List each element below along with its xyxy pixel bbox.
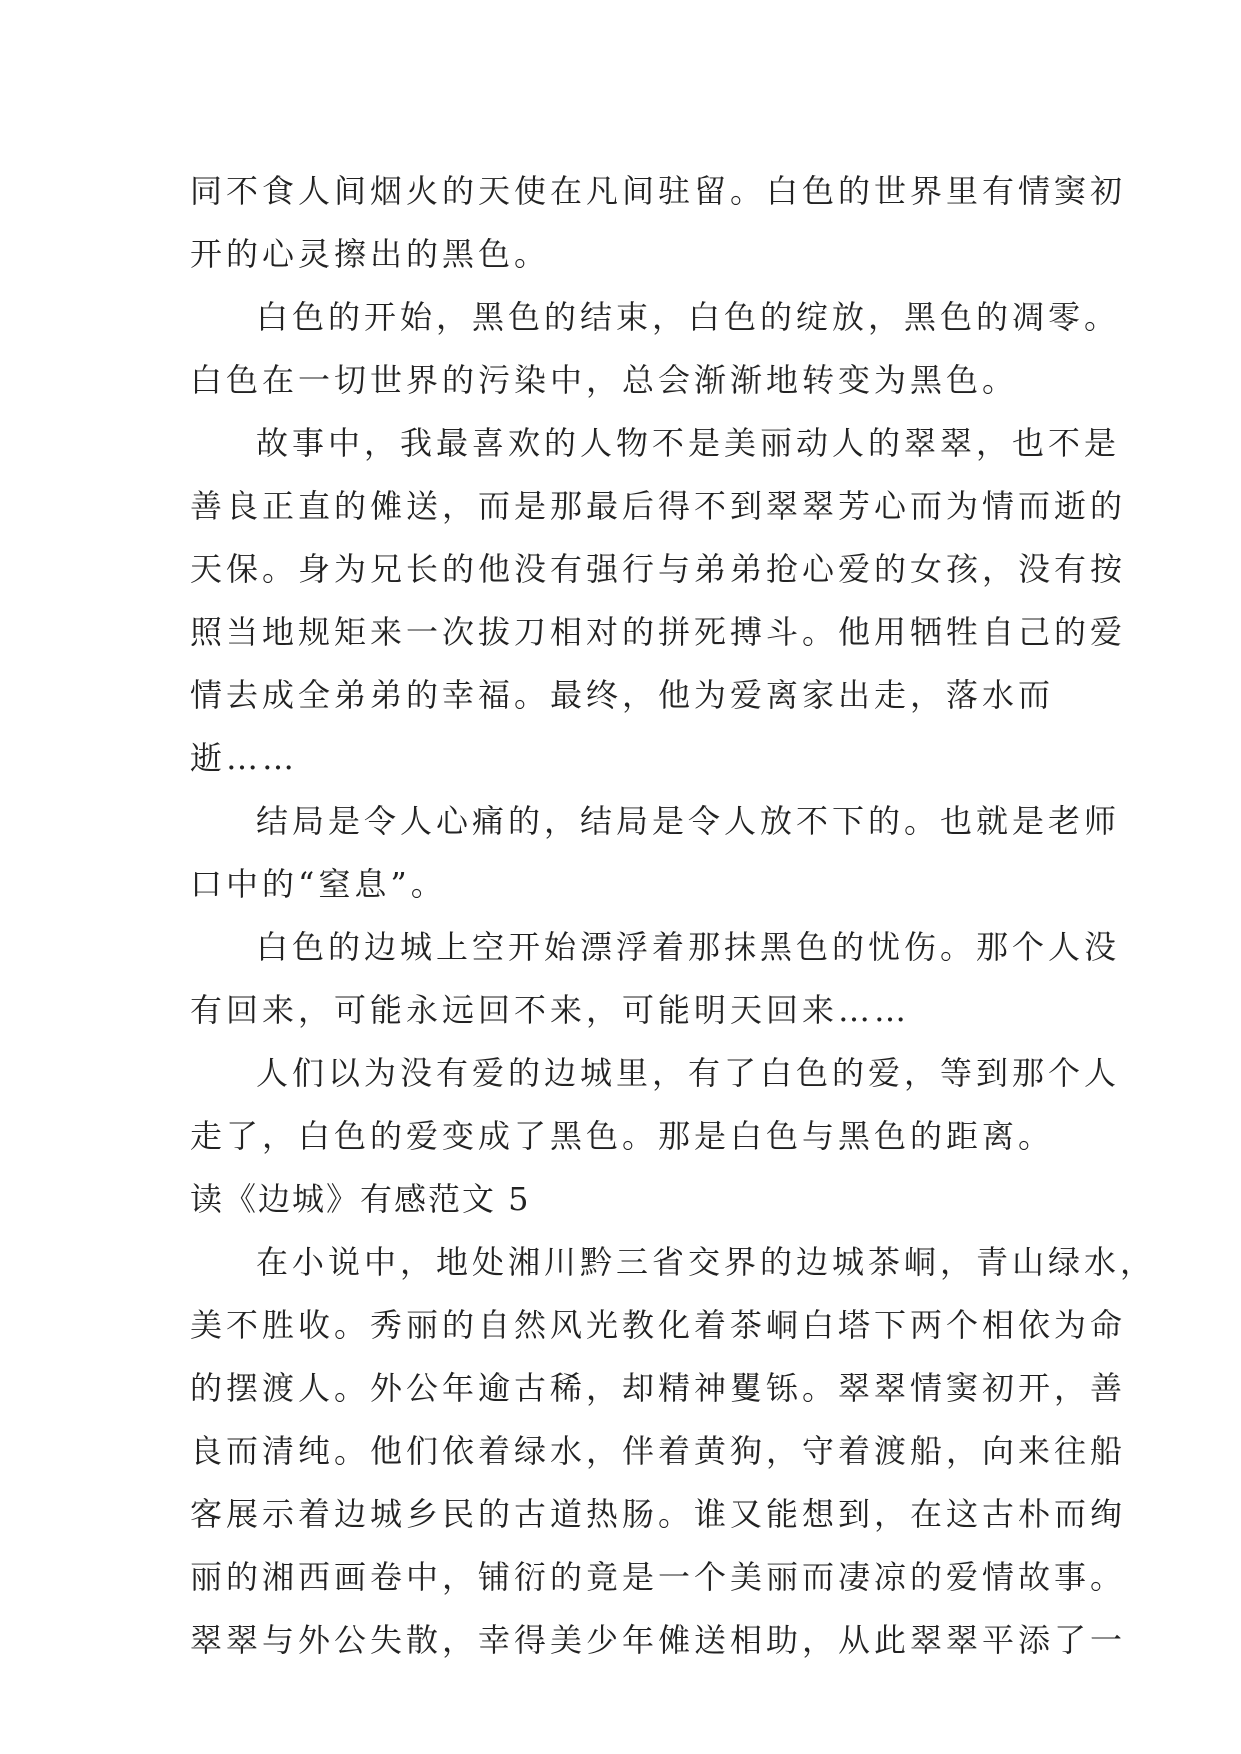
text-line: 逝…… xyxy=(190,739,299,777)
text-line: 丽的湘西画卷中，铺衍的竟是一个美丽而凄凉的爱情故事。 xyxy=(190,1558,1127,1596)
text-line: 有回来，可能永远回不来，可能明天回来…… xyxy=(190,991,911,1029)
paragraph-start-line: 结局是令人心痛的，结局是令人放不下的。也就是老师 xyxy=(256,802,1121,840)
paragraph-start-line: 故事中，我最喜欢的人物不是美丽动人的翠翠，也不是 xyxy=(256,424,1121,462)
text-line: 客展示着边城乡民的古道热肠。谁又能想到，在这古朴而绚 xyxy=(190,1495,1127,1533)
paragraph-start-line: 在小说中，地处湘川黔三省交界的边城茶峒，青山绿水， xyxy=(256,1243,1157,1281)
document-body xyxy=(190,160,1157,1672)
text-line: 情去成全弟弟的幸福。最终，他为爱离家出走，落水而 xyxy=(190,676,1055,714)
text-line: 的摆渡人。外公年逾古稀，却精神矍铄。翠翠情窦初开，善 xyxy=(190,1369,1127,1407)
text-line: 良而清纯。他们依着绿水，伴着黄狗，守着渡船，向来往船 xyxy=(190,1432,1127,1470)
text-line: 善良正直的傩送，而是那最后得不到翠翠芳心而为情而逝的 xyxy=(190,487,1127,525)
text-line: 口中的“窒息”。 xyxy=(190,865,447,903)
text-line: 美不胜收。秀丽的自然风光教化着茶峒白塔下两个相依为命 xyxy=(190,1306,1127,1344)
text-line: 开的心灵擦出的黑色。 xyxy=(190,235,551,273)
section-heading: 读《边城》有感范文 5 xyxy=(190,1180,531,1218)
text-line: 走了，白色的爱变成了黑色。那是白色与黑色的距离。 xyxy=(190,1117,1055,1155)
text-line: 同不食人间烟火的天使在凡间驻留。白色的世界里有情窦初 xyxy=(190,172,1127,210)
paragraph-start-line: 白色的开始，黑色的结束，白色的绽放，黑色的凋零。 xyxy=(256,298,1121,336)
text-line: 天保。身为兄长的他没有强行与弟弟抢心爱的女孩，没有按 xyxy=(190,550,1127,588)
text-line: 照当地规矩来一次拔刀相对的拼死搏斗。他用牺牲自己的爱 xyxy=(190,613,1127,651)
paragraph-start-line: 人们以为没有爱的边城里，有了白色的爱，等到那个人 xyxy=(256,1054,1121,1092)
paragraph-start-line: 白色的边城上空开始漂浮着那抹黑色的忧伤。那个人没 xyxy=(256,928,1121,966)
text-line: 翠翠与外公失散，幸得美少年傩送相助，从此翠翠平添了一 xyxy=(190,1621,1127,1659)
text-line: 白色在一切世界的污染中，总会渐渐地转变为黑色。 xyxy=(190,361,1019,399)
